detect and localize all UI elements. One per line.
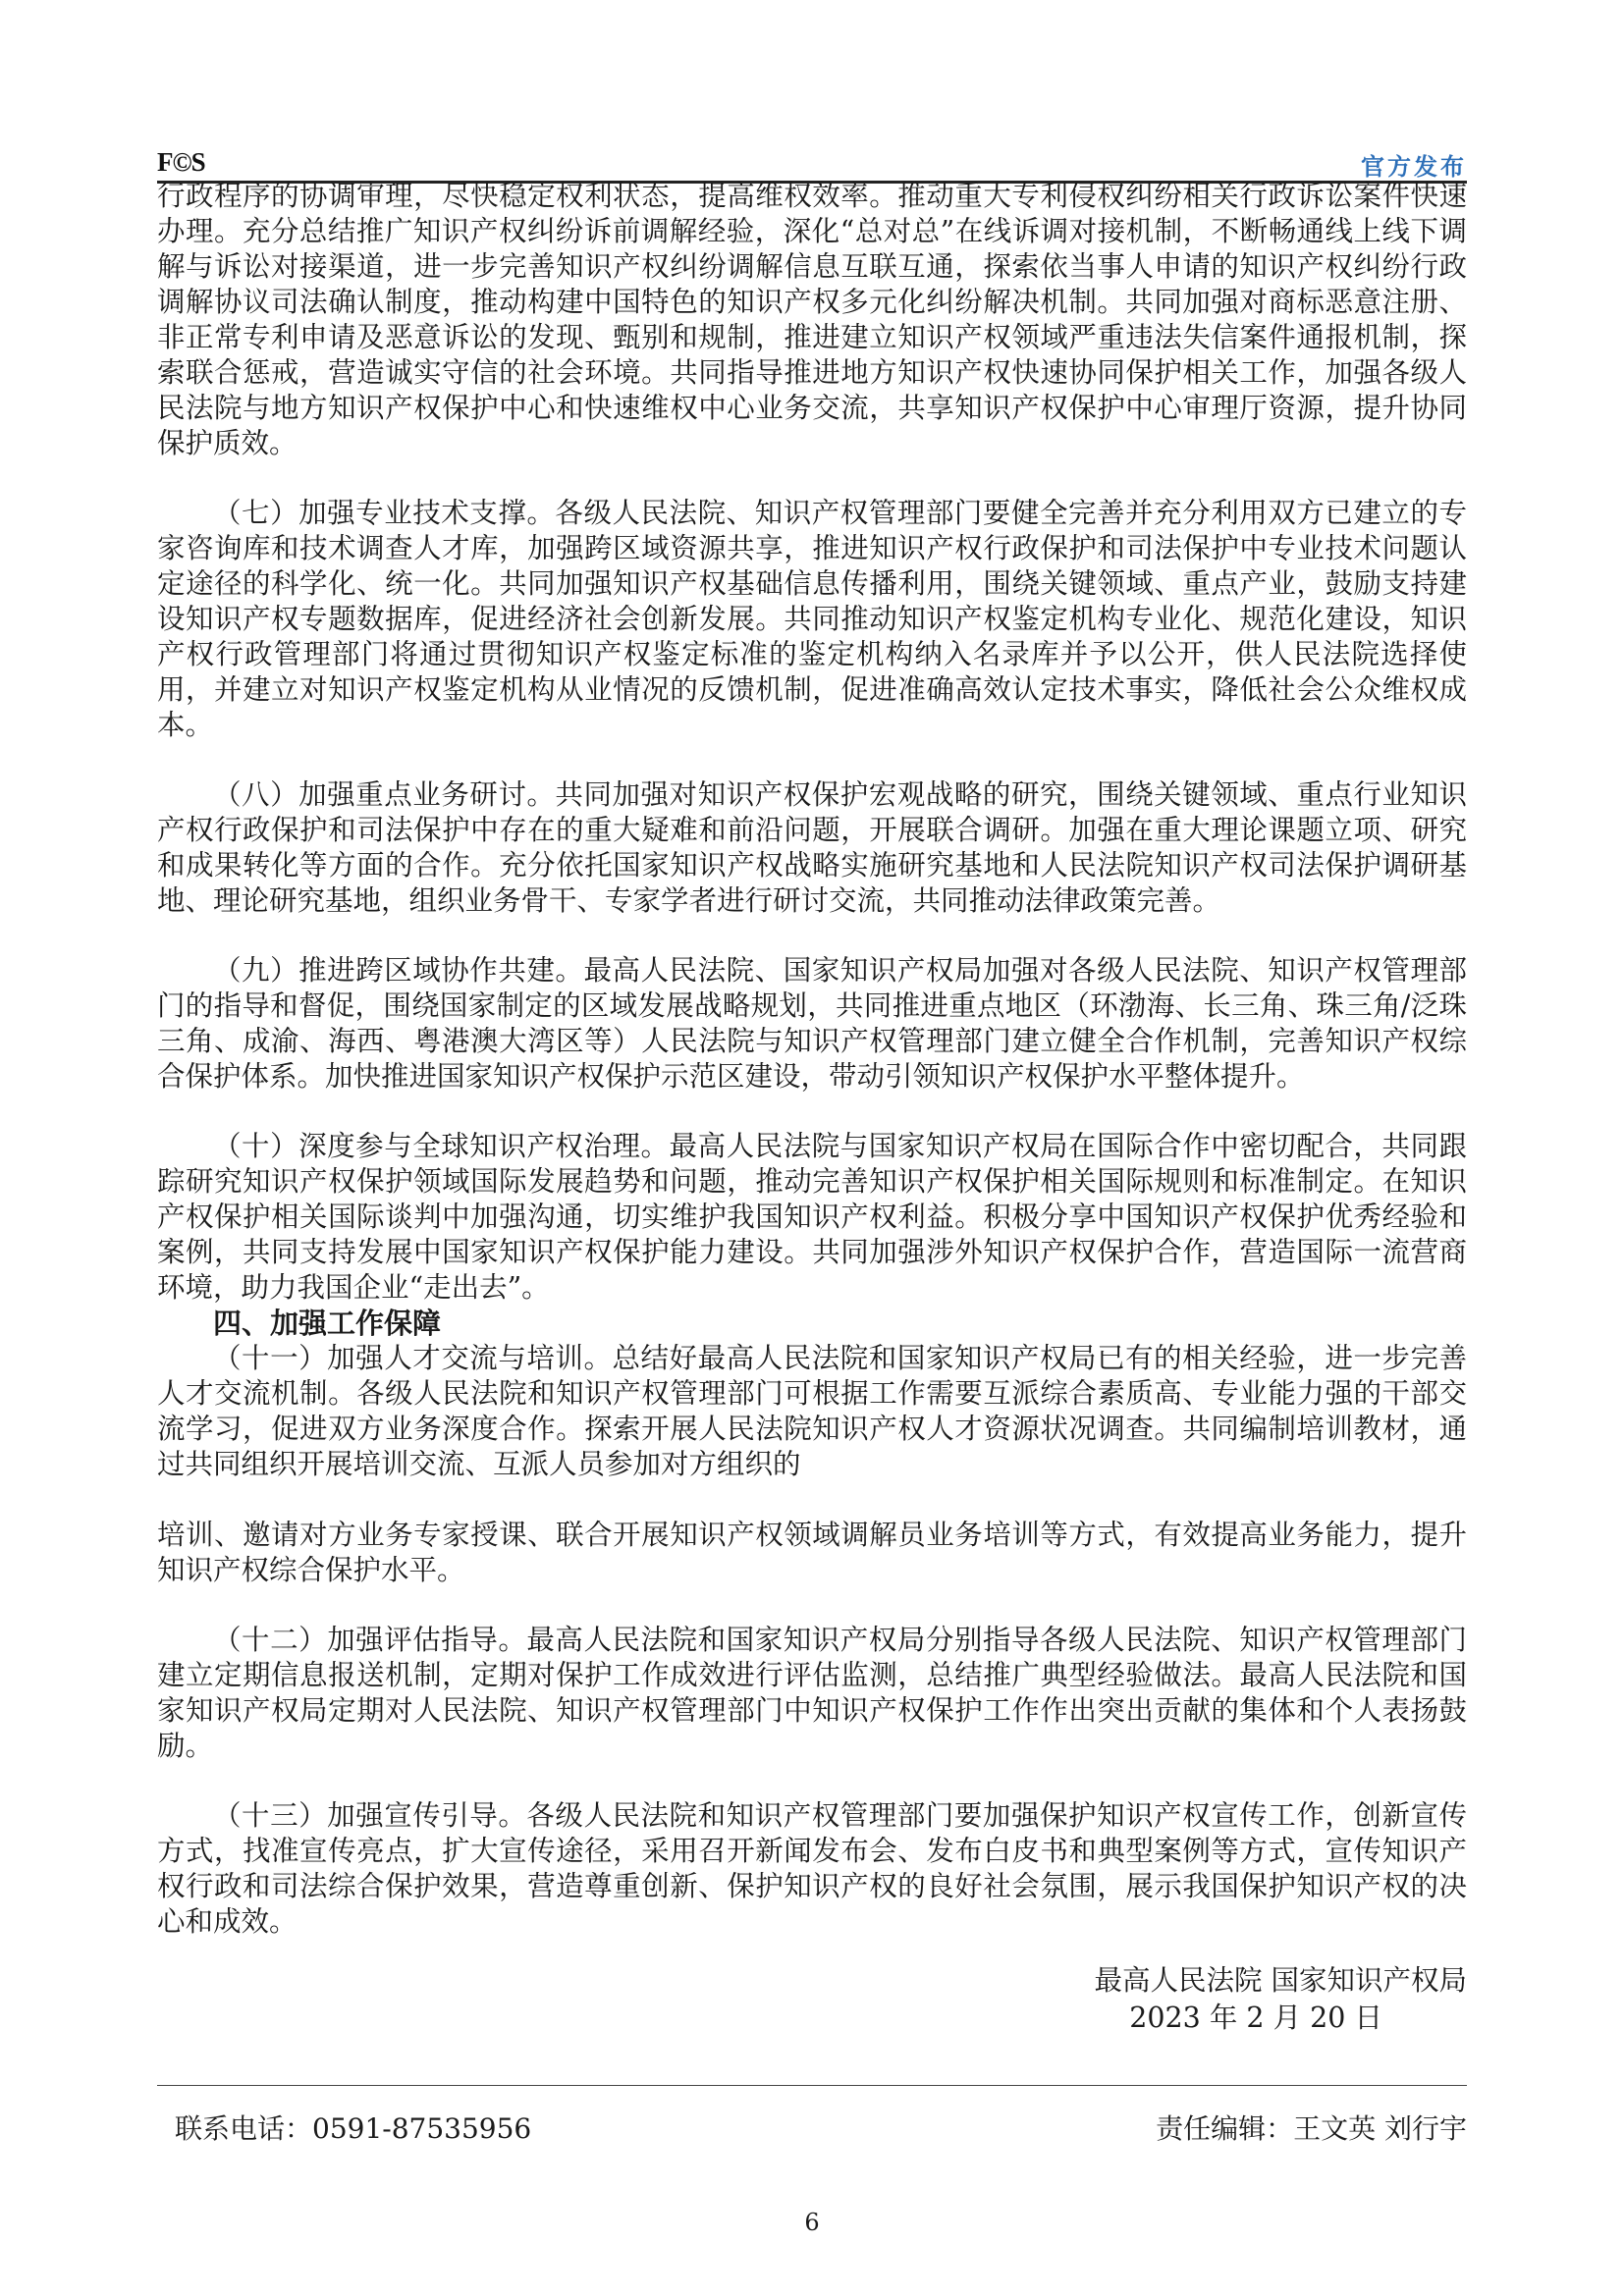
paragraph-item-10: （十）深度参与全球知识产权治理。最高人民法院与国家知识产权局在国际合作中密切配合，共同跟踪研究知识产权保护领域国际发展趋势和问题，推动完善知识产权保护相关国际规则和标准制定。在知识产权保护相关国际谈判中加强沟通，切实维护我国知识产权利益。积极分享中国知识产权保护优秀经验和案例，共同支持发展中国家知识产权保护能力建设。共同加强涉外知识产权保护合作，营造国际一流营商环境，助力我国企业“走出去”。 (157, 1130, 1467, 1304)
paragraph-item-8: （八）加强重点业务研讨。共同加强对知识产权保护宏观战略的研究，围绕关键领域、重点行业知识产权行政保护和司法保护中存在的重大疑难和前沿问题，开展联合调研。加强在重大理论课题立项、研究和成果转化等方面的合作。充分依托国家知识产权战略实施研究基地和人民法院知识产权司法保护调研基地、理论研究基地，组织业务骨干、专家学者进行研讨交流，共同推动法律政策完善。 (157, 778, 1467, 917)
responsible-editors: 责任编辑：王文英 刘行宇 (1156, 2112, 1467, 2145)
paragraph-item-12: （十二）加强评估指导。最高人民法院和国家知识产权局分别指导各级人民法院、知识产权管理部门建立定期信息报送机制，定期对保护工作成效进行评估监测，总结推广典型经验做法。最高人民法院和国家知识产权局定期对人民法院、知识产权管理部门中知识产权保护工作作出突出贡献的集体和个人表扬鼓励。 (157, 1624, 1467, 1762)
body-text (157, 179, 1467, 1940)
footer-divider (157, 2085, 1467, 2086)
paragraph-item-11-continued: 培训、邀请对方业务专家授课、联合开展知识产权领域调解员业务培训等方式，有效提高业务能力，提升知识产权综合保护水平。 (157, 1519, 1467, 1586)
paragraph-item-11: （十一）加强人才交流与培训。总结好最高人民法院和国家知识产权局已有的相关经验，进一步完善人才交流机制。各级人民法院和知识产权管理部门可根据工作需要互派综合素质高、专业能力强的干部交流学习，促进双方业务深度合作。探索开展人民法院知识产权人才资源状况调查。共同编制培训教材，通过共同组织开展培训交流、互派人员参加对方组织的 (157, 1342, 1467, 1480)
section-heading: 四、加强工作保障 (213, 1307, 442, 1340)
issuing-authorities: 最高人民法院 国家知识产权局 (1094, 1964, 1467, 1997)
page-number: 6 (804, 2209, 820, 2236)
paragraph-item-13: （十三）加强宣传引导。各级人民法院和知识产权管理部门要加强保护知识产权宣传工作，创新宣传方式，找准宣传亮点，扩大宣传途径，采用召开新闻发布会、发布白皮书和典型案例等方式，宣传知识产权行政和司法综合保护效果，营造尊重创新、保护知识产权的良好社会氛围，展示我国保护知识产权的决心和成效。 (157, 1799, 1467, 1938)
official-release-tag: 官方发布 (1361, 153, 1467, 181)
contact-phone: 联系电话：0591-87535956 (175, 2112, 532, 2145)
paragraph-item-7: （七）加强专业技术支撑。各级人民法院、知识产权管理部门要健全完善并充分利用双方已建立的专家咨询库和技术调查人才库，加强跨区域资源共享，推进知识产权行政保护和司法保护中专业技术问题认定途径的科学化、统一化。共同加强知识产权基础信息传播利用，围绕关键领域、重点产业，鼓励支持建设知识产权专题数据库，促进经济社会创新发展。共同推动知识产权鉴定机构专业化、规范化建设，知识产权行政管理部门将通过贯彻知识产权鉴定标准的鉴定机构纳入名录库并予以公开，供人民法院选择使用，并建立对知识产权鉴定机构从业情况的反馈机制，促进准确高效认定技术事实，降低社会公众维权成本。 (157, 497, 1467, 741)
paragraph-item-9: （九）推进跨区域协作共建。最高人民法院、国家知识产权局加强对各级人民法院、知识产权管理部门的指导和督促，围绕国家制定的区域发展战略规划，共同推进重点地区（环渤海、长三角、珠三角/泛珠三角、成渝、海西、粤港澳大湾区等）人民法院与知识产权管理部门建立健全合作机制，完善知识产权综合保护体系。加快推进国家知识产权保护示范区建设，带动引领知识产权保护水平整体提升。 (157, 954, 1467, 1093)
issue-date: 2023 年 2 月 20 日 (1129, 2002, 1382, 2034)
publication-logo: F©S (157, 147, 205, 177)
paragraph-continued: 行政程序的协调审理，尽快稳定权利状态，提高维权效率。推动重大专利侵权纠纷相关行政诉讼案件快速办理。充分总结推广知识产权纠纷诉前调解经验，深化“总对总”在线诉调对接机制，不断畅通线上线下调解与诉讼对接渠道，进一步完善知识产权纠纷调解信息互联互通，探索依当事人申请的知识产权纠纷行政调解协议司法确认制度，推动构建中国特色的知识产权多元化纠纷解决机制。共同加强对商标恶意注册、非正常专利申请及恶意诉讼的发现、甄别和规制，推进建立知识产权领域严重违法失信案件通报机制，探索联合惩戒，营造诚实守信的社会环境。共同指导推进地方知识产权快速协同保护相关工作，加强各级人民法院与地方知识产权保护中心和快速维权中心业务交流，共享知识产权保护中心审理厅资源，提升协同保护质效。 (157, 180, 1467, 459)
